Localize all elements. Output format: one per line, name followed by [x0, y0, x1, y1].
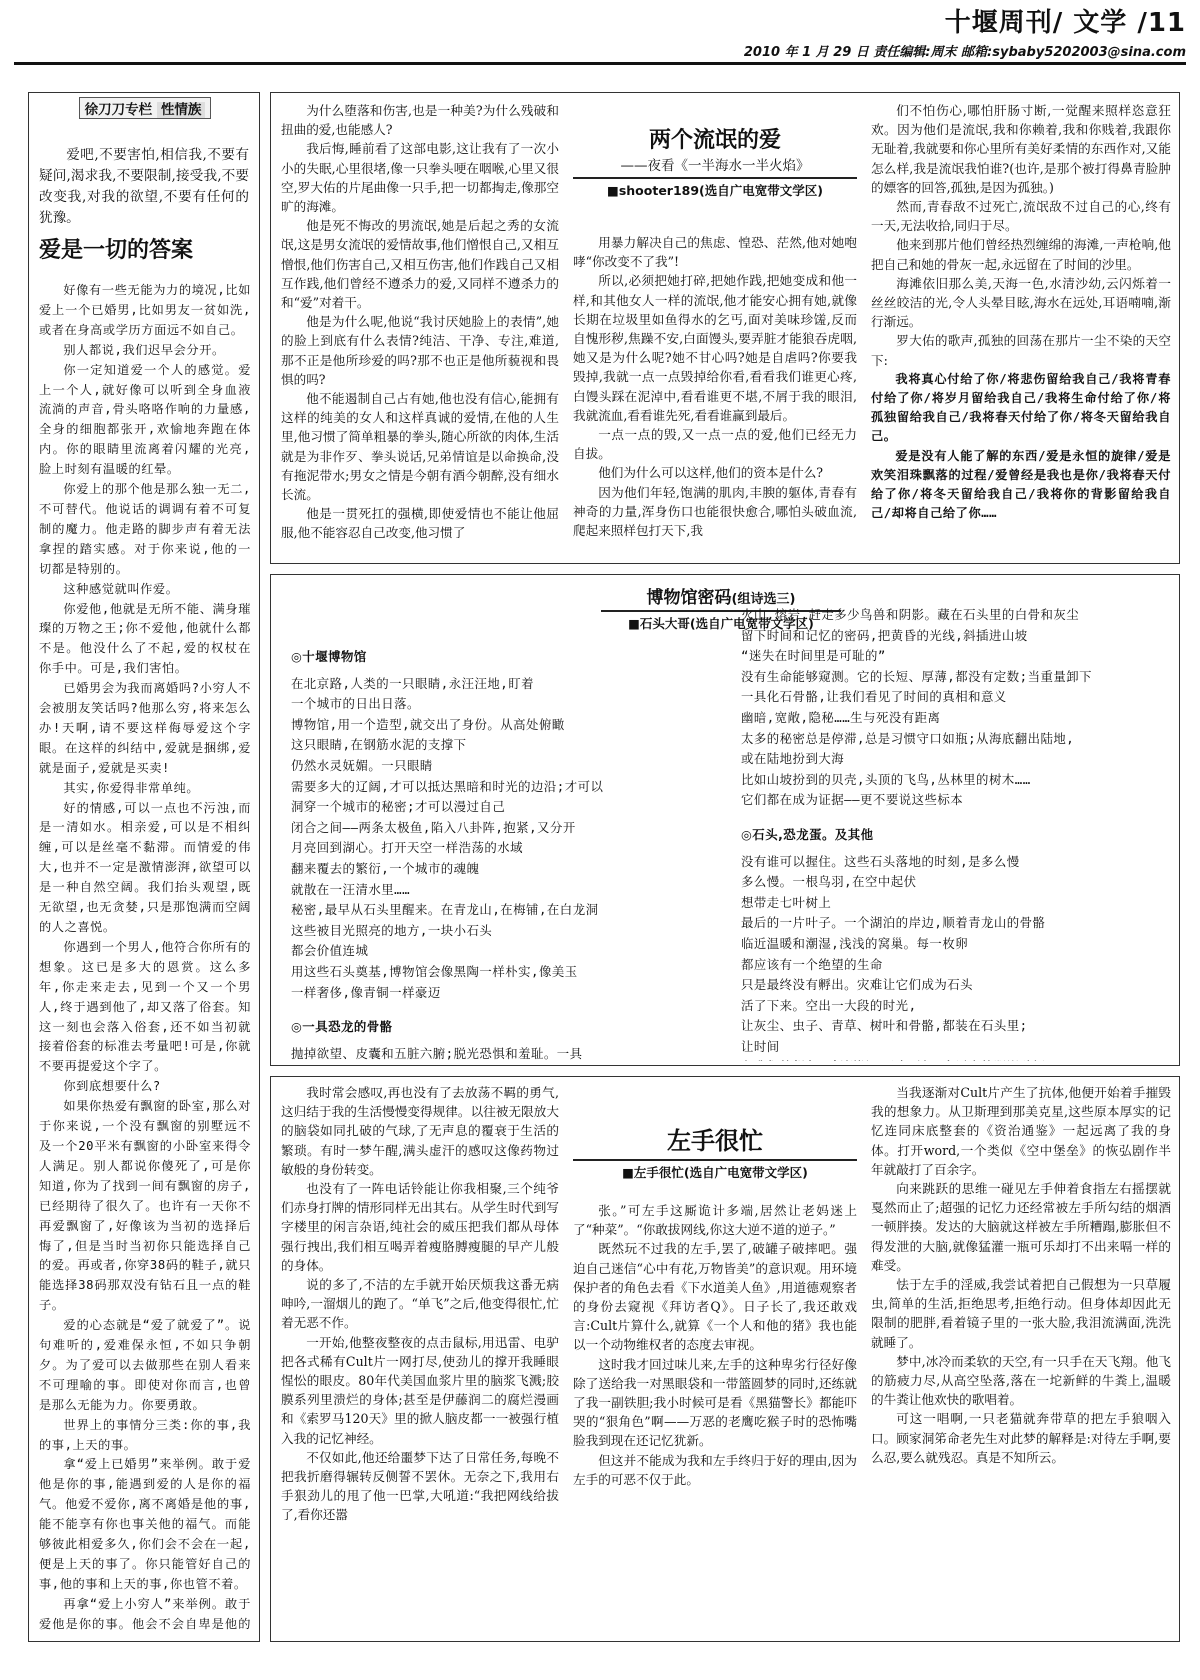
article1-paragraph: 他来到那片他们曾经热烈缠绵的海滩,一声枪响,他把自己和她的骨灰一起,永远留在了时间的沙里。 — [871, 237, 1171, 272]
sidebar-column — [28, 92, 260, 1642]
article3-paragraph: 但这并不能成为我和左手终归于好的理由,因为左手的可恶不仅于此。 — [573, 1452, 857, 1487]
article2-byline: ■石头大哥(选自广电宽带文学区) — [628, 615, 814, 631]
article3-paragraph: 可这一唱啊,一只老猫就奔带草的把左手狼咽入口。顾家洞笫命老先生对此梦的解释是:对待左手啊,要么忍,要么就残忍。真是不知所云。 — [871, 1411, 1171, 1465]
poem-line: 没有生命能够窥测。它的长短、厚薄,都没有定数;当重量卸下 — [741, 668, 1093, 684]
article1-lyrics: 我将真心付给了你/将悲伤留给我自己/我将青春付给了你/将岁月留给我自己/我将生命付给了你/将孤独留给我自己/我将春天付给了你/将冬天留给我自己。 — [871, 371, 1171, 444]
sidebar-body — [39, 281, 251, 1637]
sidebar-paragraph: 别人都说,我们迟早会分开。 — [63, 342, 225, 357]
article2-left-column — [291, 633, 711, 1061]
sidebar-paragraph: 再拿“爱上小穷人”来举例。敢于爱他是你的事。他会不会自卑是他的 — [39, 1596, 251, 1631]
article-two-hooligans — [270, 92, 1180, 564]
article1-title: 两个流氓的爱 — [648, 128, 781, 153]
article3-paragraph: 当我逐渐对Cult片产生了抗体,他便开始着手摧毁我的想象力。从卫斯理到那美克星,这些原本厚实的记忆连同床底整套的《资治通鉴》一起远离了我的身体。打开word,一个类似《空中堡垒》的恢弘剧作半年就敲打了百余字。 — [871, 1085, 1171, 1177]
sidebar-paragraph: 世界上的事情分三类:你的事,我的事,上天的事。 — [39, 1417, 251, 1452]
article1-paragraph: 然而,青春敌不过死亡,流氓敌不过自己的心,终有一天,无法收拾,同归于尽。 — [871, 199, 1171, 234]
poem-line: 最后的一片叶子。一个湖泊的岸边,顺着青龙山的骨骼 — [741, 915, 1046, 931]
article3-byline: ■左手很忙(选自广电宽带文学区) — [622, 1164, 808, 1180]
poem-line: 比如山坡扮到的贝壳,头顶的飞鸟,丛林里的树木…… — [741, 771, 1031, 787]
poem-line: 闭合之间——两条太极鱼,陷入八卦阵,抱紧,又分开 — [291, 819, 576, 835]
sidebar-paragraph: 你遇到一个男人,他符合你所有的想象。这已是多大的恩赏。这么多年,你走来走去,见到一个又一个男人,终于遇到他了,却又落了俗套。知这一刻也会落入俗套,还不如当初就接着俗套的标准去考量吧!可是,你就不要再提爱这个字了。 — [39, 939, 251, 1074]
poem-line: 想带走七叶树上 — [741, 894, 832, 910]
poem-line: 仍然水灵妩媚。一只眼睛 — [291, 757, 433, 773]
poem-line: 都应该有一个绝望的生命 — [741, 956, 883, 972]
sidebar-paragraph: 好像有一些无能为力的境况,比如爱上一个已婚男,比如男友一贫如洗,或者在身高或学历方面远不如自己。 — [39, 283, 251, 337]
poem-line: 一具化石骨骼,让我们看见了时间的真相和意义 — [741, 689, 1007, 705]
poem-line: 让时间 — [741, 1038, 780, 1054]
poem-line: 翻来覆去的繁衍,一个城市的魂魄 — [291, 860, 480, 876]
masthead — [744, 2, 1186, 60]
article3-paragraph: 我时常会感叹,再也没有了去放荡不羁的勇气,这归结于我的生活慢慢变得规律。以往被无限放大的脑袋如同扎破的气球,了无声息的覆衰于生活的繁琐。有时一梦午醒,满头虚汗的感叹这像药物过敏般的身份转变。 — [281, 1085, 559, 1177]
poem-line: 只是最终没有孵出。灾难让它们成为石头 — [741, 977, 974, 993]
sidebar-paragraph: 你爱上的那个他是那么独一无二,不可替代。他说话的调调有着不可复制的魔力。他走路的脚步声有着无法拿捏的踏实感。对于你来说,他的一切都是特别的。 — [39, 482, 251, 576]
poem-line: 博物馆,用一个造型,就交出了身份。从高处俯瞰 — [291, 716, 565, 732]
sidebar-intro-text: 爱吧,不要害怕,相信我,不要有疑问,渴求我,不要限制,接受我,不要改变我,对我的欲望,不要有任何的犹豫。 — [39, 147, 249, 226]
poem-line: 这只眼睛,在钢筋水泥的支撑下 — [291, 737, 467, 753]
article1-paragraph: 他是一贯死扛的强横,即使爱情也不能让他屈服,他不能容忍自己改变,他习惯了 — [281, 506, 559, 541]
article1-column-2 — [573, 233, 857, 559]
poem-line: 一样奢侈,像青铜一样豪迈 — [291, 984, 441, 1000]
masthead-title: 十堰周刊/ 文学 /11 — [944, 8, 1186, 38]
poem-line — [741, 1057, 1171, 1061]
article3-paragraph: 怯于左手的淫威,我尝试着把自己假想为一只草履虫,简单的生活,拒绝思考,拒绝行动。但身体却因此无限制的肥胖,看着镜子里的一张大脸,我泪流满面,洗洗就睡了。 — [871, 1277, 1171, 1350]
article1-paragraph: 因为他们年轻,饱满的肌肉,丰腴的躯体,青春有神奇的力量,浑身伤口也能很快愈合,哪怕头破血流,爬起来照样包打天下,我 — [573, 484, 857, 539]
poem-line: 都会价值连城 — [291, 943, 369, 959]
article3-title: 左手很忙 — [667, 1127, 763, 1155]
article1-headline — [573, 123, 857, 199]
article3-paragraph: 说的多了,不洁的左手就开始厌烦我这番无病呻吟,一溜烟儿的跑了。“单飞”之后,他变得很忙,忙着无恶不作。 — [281, 1277, 559, 1331]
article1-paragraph: 罗大佑的歌声,孤独的回荡在那片一尘不染的天空下: — [871, 333, 1171, 368]
article2-title-note: (组诗选三) — [731, 592, 796, 607]
sidebar-paragraph: 其实,你爱得非常单纯。 — [63, 780, 200, 795]
poem-line: 火山,熔岩,赶走多少鸟兽和阴影。藏在石头里的白骨和灰尘 — [741, 607, 1080, 622]
article1-title-rule — [573, 177, 857, 179]
article1-paragraph: 海滩依旧那么美,天海一色,水清沙幼,云闪烁着一丝丝皎洁的光,令人头晕目眩,海水在远处,耳语喃喃,渐行渐远。 — [871, 275, 1171, 330]
sidebar-title: 爱是一切的答案 — [39, 238, 194, 263]
article3-paragraph: 梦中,冰冷而柔软的天空,有一只手在天飞翔。他飞的筋疲力尽,从高空坠落,落在一坨新鲜的牛粪上,温暖的牛粪让他欢快的歌唱着。 — [871, 1353, 1171, 1408]
sidebar-paragraph: 这种感觉就叫作爱。 — [63, 581, 179, 596]
poem-line: 留下时间和记忆的密码,把黄昏的光线,斜插进山坡 — [741, 627, 1028, 643]
poem-line: 让灰尘、虫子、青草、树叶和骨骼,都装在石头里; — [741, 1018, 1028, 1034]
article3-paragraph: 向来跳跃的思维一碰见左手伸着食指左右摇摆就戛然而止了;超强的记忆力还经常被左手所勾结的烟酒一顿胖揍。发达的大脑就这样被左手所糟蹋,膨胀但不得发泄的大脑,就像猛灌一瓶可乐却打不出来嗝一样的难受。 — [871, 1181, 1171, 1273]
article1-paragraph: 们不怕伤心,哪怕肝肠寸断,一觉醒来照样恣意狂欢。因为他们是流氓,我和你赖着,我和你贱着,我跟你无耻着,我就要和你心里所有美好柔情的东西作对,又能怎么样,我是流氓我怕谁?(也许,是那个被打得鼻青脸肿的嫖客的回答,孤独,是因为孤独。) — [871, 103, 1171, 195]
column-tag-label: 徐刀刀专栏 — [84, 102, 153, 118]
article2-right-column — [741, 605, 1171, 1061]
poem-line: 幽暗,宽敞,隐秘……生与死没有距离 — [741, 709, 941, 725]
poem-line: 活了下来。空出一大段的时光, — [741, 997, 917, 1013]
poem-line: 临近温暖和潮湿,浅浅的窝巢。每一枚卵 — [741, 935, 969, 951]
sidebar-paragraph: 你爱他,他就是无所不能、满身璀璨的万物之王;你不爱他,他就什么都不是。他没什么了不起,爱的权杖在你手中。可是,我们害怕。 — [39, 601, 251, 676]
poem-section-heading: ◎石头,恐龙蛋。及其他 — [741, 826, 874, 842]
article1-byline: ■shooter189(选自广电宽带文学区) — [607, 182, 823, 198]
article3-paragraph: 既然玩不过我的左手,罢了,破罐子破摔吧。强迫自己迷信“心中有花,万物皆美”的意识观。用环境保护者的角色去看《下水道美人鱼》,用道德观察者的身份去窥视《拜访者Q》。日子长了,我还敢戏言:Cult片算什么,就算《一个人和他的猪》我也能以一个动物维权者的态度去审视。 — [573, 1241, 857, 1353]
poem-line: 抛掉欲望、皮囊和五脏六腑;脱光恐惧和羞耻。一具 — [291, 1045, 583, 1061]
article-left-hand-busy — [270, 1076, 1180, 1642]
sidebar-paragraph: 如果你热爱有飘窗的卧室,那么对于你来说,一个没有飘窗的别墅远不及一个20平米有飘窗的小卧室来得令人满足。别人都说你傻死了,可是你知道,你为了找到一间有飘窗的房子,已经期待了很久了。也许有一天你不再爱飘窗了,好像该为当初的选择后悔了,但是当时当初你只能选择自己的爱。再或者,你穿38码的鞋子,就只能选择38码那双没有钻石且一点的鞋子。 — [39, 1099, 251, 1313]
poem-line: “迷失在时间里是可耻的” — [741, 648, 886, 664]
article1-column-1 — [281, 101, 559, 559]
sidebar-paragraph: 爱的心态就是“爱了就爱了”。说句难听的,爱难保永恒,不如只争朝夕。为了爱可以去做那些在别人看来不可理喻的事。即使对你而言,也曾是那么无能为力。你要勇敢。 — [39, 1318, 251, 1412]
article3-paragraph: 一开始,他整夜整夜的点击鼠标,用迅雷、电驴把各式稀有Cult片一网打尽,使劲儿的撑开我睡眼惺忪的眼皮。80年代美国血浆片里的脑浆飞溅;胶膜系列里溃烂的身体;甚至是伊藤润二的腐烂漫画和《索罗马120天》里的掀人脑皮都一一被强行植入我的记忆神经。 — [281, 1334, 559, 1446]
article3-paragraph: 张。”可左手这厮诡计多端,居然让老妈迷上了“种菜”。“你敢拔网线,你这大逆不道的逆子。” — [573, 1203, 857, 1238]
article3-column-3 — [871, 1083, 1171, 1637]
sidebar-paragraph: 你到底想要什么? — [63, 1079, 161, 1094]
poem-line: 洞穿一个城市的秘密;才可以漫过自己 — [291, 799, 506, 815]
poem-line: 需要多大的辽阔,才可以抵达黑暗和时光的边沿;才可以 — [291, 778, 604, 794]
article1-paragraph: 他是为什么呢,他说“我讨厌她脸上的表情”,她的脸上到底有什么表情?纯洁、干净、专注,难道,那不正是他所珍爱的吗?那不也正是他所藐视和畏惧的吗? — [281, 314, 559, 387]
article1-paragraph: 为什么堕落和伤害,也是一种美?为什么残破和扭曲的爱,也能感人? — [281, 103, 559, 138]
column-tag-sub: 性情族 — [157, 102, 206, 118]
sidebar-paragraph: 已婚男会为我而离婚吗?小穷人不会被朋友笑话吗?他那么穷,将来怎么办!天啊,请不要这样侮辱爱这个字眼。在这样的纠结中,爱就是捆绑,爱就是面子,爱就是买卖! — [39, 681, 251, 775]
article1-paragraph: 他是死不悔改的男流氓,她是后起之秀的女流氓,这是男女流氓的爱情故事,他们憎恨自己,又相互憎恨,他们伤害自己,又相互伤害,他们作践自己又相互作践,他们曾经不遵杀力的爱,又同样不遵杀力的和“爱”对着干。 — [281, 218, 559, 311]
article1-paragraph: 他们为什么可以这样,他们的资本是什么? — [598, 465, 824, 481]
poem-line: 秘密,最早从石头里醒来。在青龙山,在梅铺,在白龙洞 — [291, 902, 599, 918]
article1-paragraph: 他不能遏制自己占有她,他也没有信心,能拥有这样的纯美的女人和这样真诚的爱情,在他的人生里,他习惯了简单粗暴的拳头,随心所欲的肉体,生活就是为非作歹、拳头说话,兄弟情谊是以命换命,没有拖泥带水;男女之情是今朝有酒今朝醉,没有细水长流。 — [281, 391, 559, 503]
article1-column-3 — [871, 101, 1171, 559]
article1-lyrics-2: 爱是没有人能了解的东西/爱是永恒的旋律/爱是欢笑泪珠飘落的过程/爱曾经是我也是你/我将春天付给了你/将冬天留给我自己/我将你的背影留给我自己/却将自己给了你…… — [871, 448, 1171, 521]
poem-line: 它们都在成为证据——更不要说这些标本 — [741, 792, 964, 808]
article3-paragraph: 这时我才回过味儿来,左手的这种卑劣行径好像除了送给我一对黑眼袋和一带篮圆梦的同时,还练就了我一副铁胆;我小时候可是看《黑猫警长》都能吓哭的“狠角色”啊——万恶的老鹰吃猴子时的恐怖嘴脸我到现在还记忆犹新。 — [573, 1356, 857, 1449]
poem-line: 多么慢。一根鸟羽,在空中起伏 — [741, 874, 917, 890]
article1-paragraph: 我后悔,睡前看了这部电影,这让我有了一次小小的失眠,心里很堵,像一只拳头哽在咽喉,心里又很空,罗大佑的片尾曲像一只手,把一切都掏走,像那空旷的海滩。 — [281, 141, 559, 215]
article1-subtitle: ——夜看《一半海水一半火焰》 — [620, 158, 810, 174]
sidebar-paragraph: 拿“爱上已婚男”来举例。敢于爱他是你的事,能遇到爱的人是你的福气。他爱不爱你,离不离婚是他的事,能不能享有你也事关他的福气。而能够彼此相爱多久,你们会不会在一起,便是上天的事了。你只能管好自己的事,他的事和上天的事,你也管不着。 — [39, 1457, 251, 1591]
poem-line: 就散在一汪清水里…… — [291, 881, 411, 897]
article3-paragraph: 不仅如此,他还给噩梦下达了日常任务,每晚不把我折磨得辗转反侧誓不罢休。无奈之下,我用右手狠劲儿的甩了他一巴掌,大吼道:“我把网线给拔了,看你还嚣 — [281, 1449, 559, 1523]
sidebar-paragraph: 你一定知道爱一个人的感觉。爱上一个人,就好像可以听到全身血液流淌的声音,骨头咯咯作响的力量感,全身的细胞都张开,欢愉地奔跑在体内。你的眼睛里流离着闪耀的光亮,脸上时刻有温暖的红晕。 — [39, 362, 251, 477]
poem-section-heading: ◎十堰博物馆 — [291, 649, 367, 664]
article3-title-rule — [573, 1159, 857, 1161]
sidebar-paragraph: 好的情感,可以一点也不污浊,而是一清如水。相亲爱,可以是不相纠缠,可以是丝毫不黏滞。而情爱的伟大,也并不一定是激情澎湃,欲望可以是一种自然空阔。我们抬头观望,既无欲望,也无贪婪,只是那饱满而空阔的人之喜悦。 — [39, 800, 251, 934]
poem-line: 没有谁可以握住。这些石头落地的时刻,是多么慢 — [741, 853, 1020, 869]
column-tag — [79, 97, 211, 119]
article3-paragraph: 也没有了一阵电话铃能让你我相聚,三个纯爷们赤身打牌的情形同样无出其右。从学生时代到写字楼里的闲言杂语,纯社会的威压把我们都从母体强行拽出,我们相互喝弄着瘦胳膊瘦腿的早产儿般的身体。 — [281, 1181, 559, 1273]
article1-paragraph: 用暴力解决自己的焦虑、惶恐、茫然,他对她咆哮“你改变不了我”! — [573, 235, 857, 270]
poem-line: 在北京路,人类的一只眼睛,永汪汪地,盯着 — [291, 675, 535, 691]
poem-line: 一个城市的日出日落。 — [291, 696, 420, 712]
poem-section-heading: ◎一具恐龙的骨骼 — [291, 1019, 393, 1035]
article2-title: 博物馆密码 — [646, 588, 732, 608]
poem-line: 太多的秘密总是停滞,总是习惯守口如瓶;从海底翻出陆地, — [741, 730, 1075, 746]
poem-line: 这些被目光照亮的地方,一块小石头 — [291, 922, 493, 938]
article3-column-1 — [281, 1083, 559, 1637]
article3-column-2 — [573, 1201, 857, 1637]
poem-line: 或在陆地扮到大海 — [741, 751, 845, 767]
poem-line: 月亮回到湖心。打开天空一样浩荡的水域 — [291, 840, 524, 856]
article1-paragraph: 一点一点的毁,又一点一点的爱,他们已经无力自拔。 — [573, 427, 857, 462]
masthead-info: 2010 年 1 月 29 日 责任编辑:周末 邮箱:sybaby5202003@sina.com — [743, 45, 1186, 60]
article-museum-code — [270, 574, 1180, 1066]
poem-line: 用这些石头奠基,博物馆会像黑陶一样朴实,像美玉 — [291, 963, 578, 979]
article1-paragraph: 所以,必须把她打碎,把她作践,把她变成和他一样,和其他女人一样的流氓,他才能安心拥有她,就像长期在垃圾里如鱼得水的乞丐,面对美味珍馐,反而自愧形秽,焦躁不安,白面馒头,要弄脏才能狼吞虎咽,她又是为什么呢?她不甘心吗?她是自虐吗?你要我毁掉,我就一点一点毁掉给你看,看看我们谁更心疼,白馒头踩在泥淖中,看看谁更不堪,不屑于我的眼泪,我就流血,看看谁先死,看看谁赢到最后。 — [573, 273, 857, 423]
sidebar-intro — [39, 145, 249, 229]
article3-headline — [573, 1121, 857, 1181]
masthead-rule — [14, 62, 1186, 65]
